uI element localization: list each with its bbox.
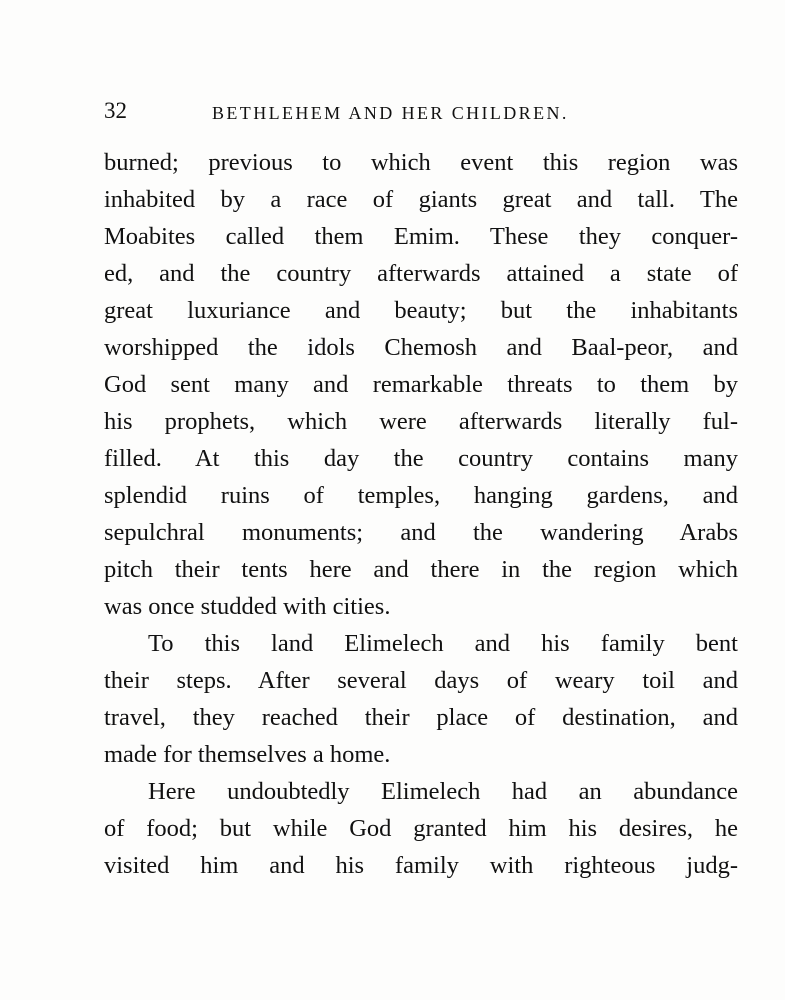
text-line: great luxuriance and beauty; but the inhabitants	[104, 297, 738, 324]
text-line: travel, they reached their place of destination, and	[104, 704, 738, 731]
text-line: Moabites called them Emim. These they conquer-	[104, 223, 738, 250]
text-line: his prophets, which were afterwards literally ful-	[104, 408, 738, 435]
paragraph-1	[104, 144, 738, 625]
body-text	[104, 144, 738, 884]
text-line: their steps. After several days of weary toil and	[104, 667, 738, 694]
text-line: pitch their tents here and there in the region which	[104, 556, 738, 583]
text-line: was once studded with cities.	[104, 593, 391, 620]
text-line: of food; but while God granted him his desires, he	[104, 815, 738, 842]
text-line: ed, and the country afterwards attained a state of	[104, 260, 738, 287]
text-line: Here undoubtedly Elimelech had an abundance	[148, 778, 738, 805]
running-head	[104, 96, 644, 126]
text-line: To this land Elimelech and his family bent	[148, 630, 738, 657]
text-line: worshipped the idols Chemosh and Baal-peor, and	[104, 334, 738, 361]
page-number: 32	[104, 98, 127, 123]
text-line: burned; previous to which event this region was	[104, 149, 738, 176]
text-line: made for themselves a home.	[104, 741, 391, 768]
text-line: visited him and his family with righteous judg-	[104, 852, 738, 879]
text-line: splendid ruins of temples, hanging gardens, and	[104, 482, 738, 509]
running-title: BETHLEHEM AND HER CHILDREN.	[212, 103, 569, 123]
text-line: filled. At this day the country contains many	[104, 445, 738, 472]
text-line: sepulchral monuments; and the wandering Arabs	[104, 519, 738, 546]
text-line: inhabited by a race of giants great and tall. The	[104, 186, 738, 213]
paragraph-3	[104, 773, 738, 884]
text-line: God sent many and remarkable threats to them by	[104, 371, 738, 398]
paragraph-2	[104, 625, 738, 773]
